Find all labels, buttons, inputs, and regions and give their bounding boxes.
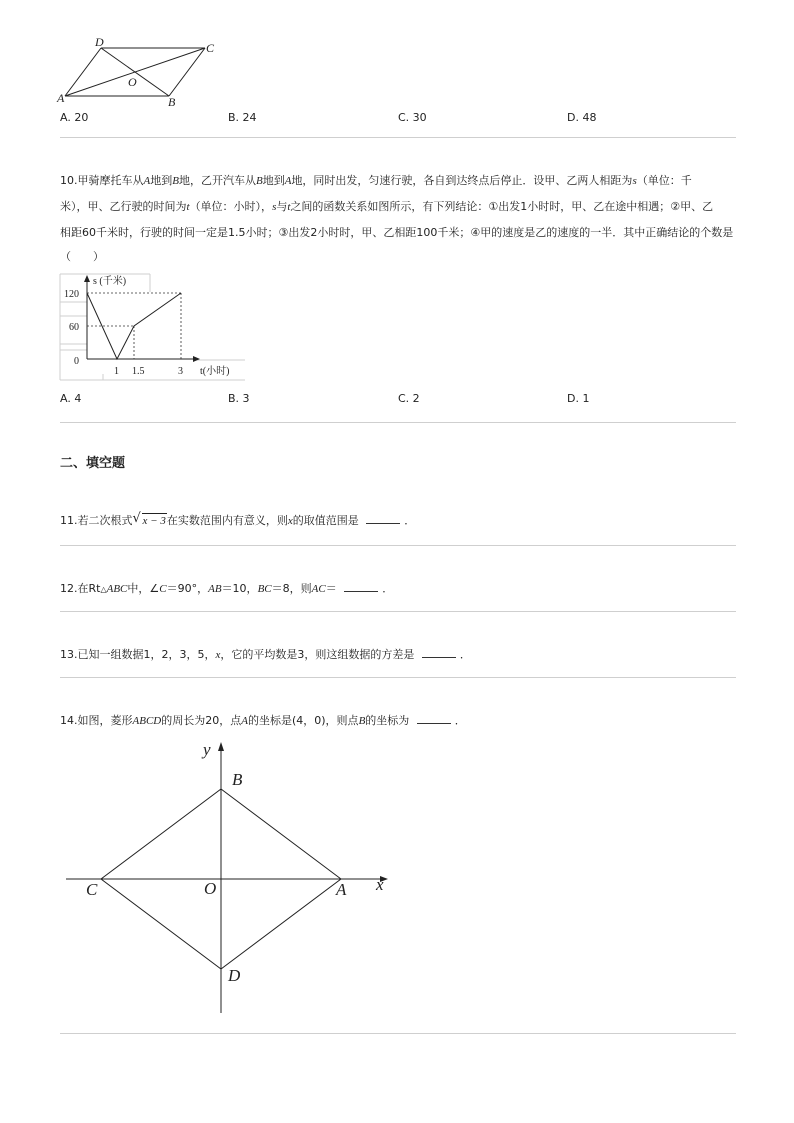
- q14-y-axis-label: y: [203, 740, 211, 759]
- divider: [60, 611, 736, 612]
- q11-text: 11.若二次根式 √ x − 3在实数范围内有意义，则x的取值范围是 ．: [60, 511, 416, 527]
- q10-option-c[interactable]: C. 2: [398, 392, 420, 405]
- q10-y-tick-120: 120: [64, 289, 79, 300]
- q10-distance-time-graph: [55, 266, 250, 382]
- divider: [60, 1033, 736, 1034]
- q10-y-tick-60: 60: [69, 322, 79, 333]
- q14-rhombus-figure: [60, 738, 400, 1020]
- q9-option-d[interactable]: D. 48: [567, 111, 597, 124]
- q10-x-tick-1-5: 1.5: [132, 366, 145, 377]
- q10-option-b[interactable]: B. 3: [228, 392, 250, 405]
- q13-text: 13.已知一组数据1，2，3，5，x，它的平均数是3，则这组数据的方差是 ．: [60, 648, 471, 661]
- q14-label-d: D: [228, 966, 241, 985]
- q10-y-tick-0: 0: [74, 356, 79, 367]
- q9-label-o: O: [128, 75, 137, 89]
- q12-answer-blank[interactable]: [344, 581, 378, 592]
- q14-text: 14.如图，菱形ABCD的周长为20，点A的坐标是(4，0)，则点B的坐标为 ．: [60, 714, 466, 727]
- divider: [60, 545, 736, 546]
- q14-answer-blank[interactable]: [417, 713, 451, 724]
- q14-label-a: A: [336, 880, 347, 899]
- q14-label-b: B: [232, 770, 243, 789]
- q10-x-tick-3: 3: [178, 366, 183, 377]
- q10-function-line: [87, 293, 181, 359]
- q9-label-c: C: [206, 41, 215, 55]
- q10-y-axis-label: s (千米): [93, 276, 127, 287]
- q9-option-a[interactable]: A. 20: [60, 111, 89, 124]
- q10-line-4: （ ）: [60, 250, 104, 263]
- q10-x-tick-1: 1: [114, 366, 119, 377]
- q9-label-b: B: [168, 95, 176, 108]
- q9-option-b[interactable]: B. 24: [228, 111, 257, 124]
- divider: [60, 677, 736, 678]
- q9-parallelogram-figure: [55, 36, 225, 108]
- q10-line-1: 10.甲骑摩托车从A地到B地，乙开汽车从B地到A地，同时出发，匀速行驶，各自到达终点后停止．设甲、乙两人相距为s（单位：千: [60, 174, 692, 187]
- q13-answer-blank[interactable]: [422, 647, 456, 658]
- divider: [60, 137, 736, 138]
- q9-label-d: D: [95, 36, 104, 49]
- q14-label-o: O: [204, 879, 217, 898]
- q14-x-axis-label: x: [376, 875, 384, 894]
- q10-x-axis-label: t(小时): [200, 366, 230, 377]
- q14-label-c: C: [86, 880, 98, 899]
- q9-label-a: A: [57, 91, 65, 105]
- q9-option-c[interactable]: C. 30: [398, 111, 427, 124]
- q12-text: 12.在Rt△ABC中，∠C＝90°，AB＝10，BC＝8，则AC＝ ．: [60, 582, 394, 595]
- q11-answer-blank[interactable]: [366, 513, 400, 524]
- q10-line-2: 米），甲、乙行驶的时间为t（单位：小时），s与t之间的函数关系如图所示，有下列结论：①出发1小时时，甲、乙在途中相遇；②甲、乙: [60, 200, 714, 213]
- q10-option-a[interactable]: A. 4: [60, 392, 82, 405]
- divider: [60, 422, 736, 423]
- section-heading: 二、填空题: [60, 456, 126, 471]
- q11-radical: √ x − 3: [132, 511, 166, 527]
- q10-option-d[interactable]: D. 1: [567, 392, 590, 405]
- q10-line-3: 相距60千米时，行驶的时间一定是1.5小时；③出发2小时时，甲、乙相距100千米；④甲的速度是乙的速度的一半．其中正确结论的个数是: [60, 226, 734, 239]
